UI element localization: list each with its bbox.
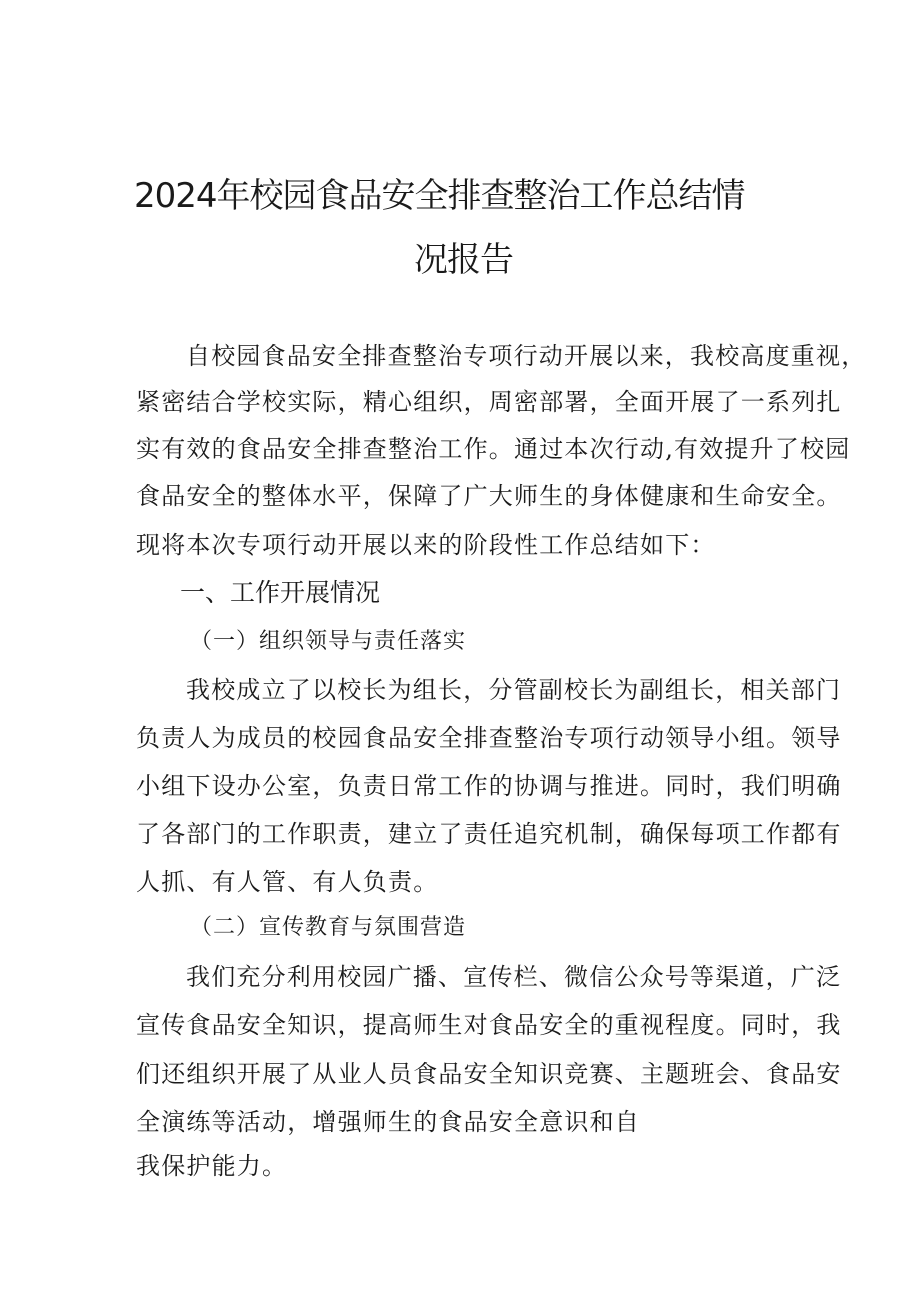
paragraph-line: 们还组织开展了从业人员食品安全知识竞赛、主题班会、食品安 xyxy=(136,1060,842,1088)
paragraph-line: 我保护能力。 xyxy=(136,1152,288,1180)
intro-line: 紧密结合学校实际，精心组织，周密部署，全面开展了一系列扎 xyxy=(136,388,842,416)
paragraph-line: 人抓、有人管、有人负责。 xyxy=(136,868,439,896)
paragraph-line: 我校成立了以校长为组长，分管副校长为副组长，相关部门 xyxy=(186,676,842,704)
paragraph-line: 全演练等活动，增强师生的食品安全意识和自 xyxy=(136,1108,640,1136)
paragraph-line: 了各部门的工作职责，建立了责任追究机制，确保每项工作都有 xyxy=(136,820,842,848)
document-title-line-1: 2024年校园食品安全排查整治工作总结情 xyxy=(134,176,745,216)
intro-line: 实有效的食品安全排查整治工作。通过本次行动,有效提升了校园 xyxy=(136,435,851,463)
section-heading: 一、工作开展情况 xyxy=(180,578,381,607)
paragraph-line: 我们充分利用校园广播、宣传栏、微信公众号等渠道，广泛 xyxy=(186,963,842,991)
intro-line: 自校园食品安全排查整治专项行动开展以来，我校高度重视， xyxy=(186,342,867,370)
paragraph-line: 宣传食品安全知识，提高师生对食品安全的重视程度。同时，我 xyxy=(136,1011,842,1039)
intro-line: 食品安全的整体水平，保障了广大师生的身体健康和生命安全。 xyxy=(136,482,842,510)
paragraph-line: 小组下设办公室，负责日常工作的协调与推进。同时，我们明确 xyxy=(136,772,842,800)
intro-line: 现将本次专项行动开展以来的阶段性工作总结如下： xyxy=(136,531,716,559)
paragraph-line: 负责人为成员的校园食品安全排查整治专项行动领导小组。领导 xyxy=(136,724,842,752)
subsection-heading: （一）组织领导与责任落实 xyxy=(190,629,467,654)
document-title-line-2: 况报告 xyxy=(414,240,513,280)
subsection-heading: （二）宣传教育与氛围营造 xyxy=(190,915,467,940)
